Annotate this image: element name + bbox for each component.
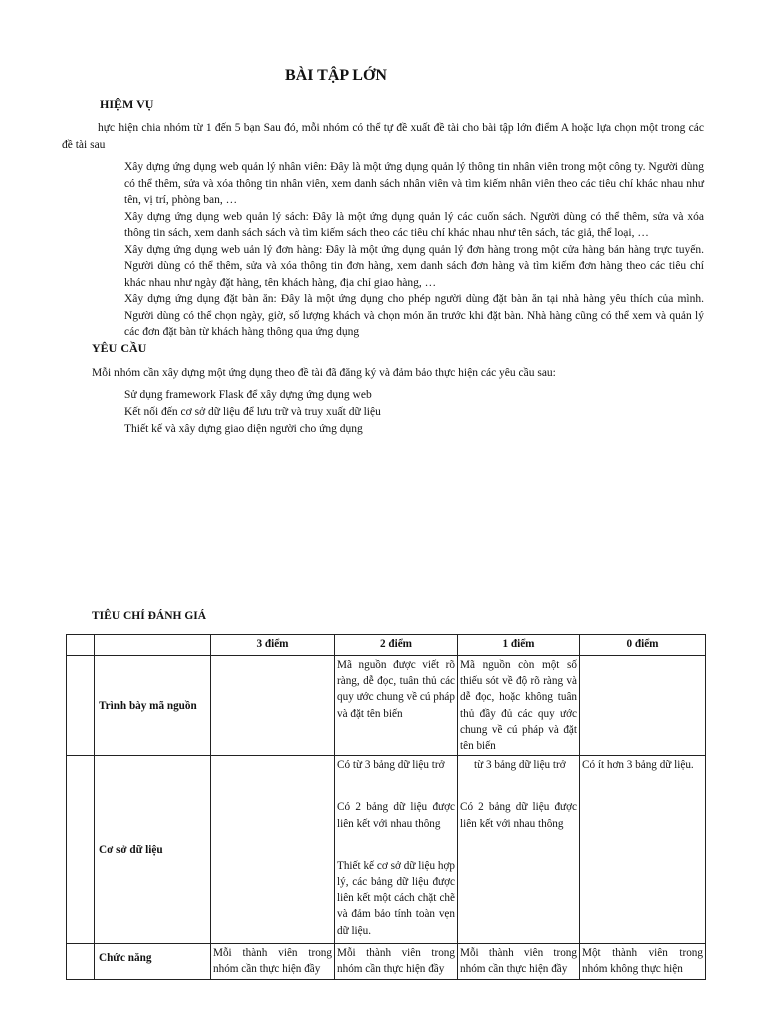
requirement-item: Kết nối đến cơ sở dữ liệu để lưu trữ và truy xuất dữ liệu <box>124 406 381 418</box>
cell-line: Có từ 3 bảng dữ liệu trở <box>337 759 445 772</box>
cell-line: Thiết kế cơ sở dữ liệu hợp lý, các bảng dữ liệu được liên kết một cách chặt chẽ và đảm bảo tính toàn vẹn dữ liệu. <box>337 859 455 937</box>
cell-line: từ 3 bảng dữ liệu trở <box>474 759 566 772</box>
header-cell: 2 điểm <box>335 635 458 656</box>
criterion-cell: Chức năng <box>95 944 211 979</box>
document-title: BÀI TẬP LỚN <box>285 67 387 84</box>
table-cell: Mỗi thành viên trong nhóm cần thực hiện đầy <box>335 944 458 979</box>
table-cell <box>458 756 580 944</box>
topic-item: Xây dựng ứng dụng web quản lý sách: Đây là một ứng dụng quản lý các cuốn sách. Người dùng có thể thêm, sửa và xóa thông tin sách, xem danh sách sách và tìm kiếm sách theo các tiêu chí khác nhau như tên sách, tác giả, thể loại, … <box>124 210 704 239</box>
section-heading-criteria: TIÊU CHÍ ĐÁNH GIÁ <box>92 610 207 622</box>
table-cell <box>580 656 706 756</box>
table-cell <box>335 756 458 944</box>
tasks-intro: hực hiện chia nhóm từ 1 đến 5 bạn Sau đó, mỗi nhóm có thể tự đề xuất đề tài cho bài tập lớn điểm A hoặc lựa chọn một trong các đề tài sau <box>62 122 704 151</box>
table-cell <box>211 656 335 756</box>
table-cell <box>67 756 95 944</box>
cell-line: Có 2 bảng dữ liệu được liên kết với nhau thông <box>460 801 577 830</box>
requirement-item: Thiết kế và xây dựng giao diện người cho ứng dụng <box>124 423 363 435</box>
table-cell <box>67 656 95 756</box>
criterion-cell: Trình bày mã nguồn <box>95 656 211 756</box>
section-heading-requirements: YÊU CẦU <box>92 341 147 355</box>
header-cell: 3 điểm <box>211 635 335 656</box>
table-header-row <box>67 635 706 656</box>
table-cell: Một thành viên trong nhóm không thực hiện <box>580 944 706 979</box>
section-heading-tasks: HIỆM VỤ <box>100 97 154 111</box>
requirement-list <box>124 387 524 438</box>
table-cell: Mã nguồn còn một số thiếu sót về độ rõ ràng và dễ đọc, hoặc không tuân thủ đầy đủ các quy ước chung về cú pháp và đặt tên biến <box>458 656 580 756</box>
topic-item: Xây dựng ứng dụng web uản lý đơn hàng: Đây là một ứng dụng quản lý đơn hàng trong một cửa hàng bán hàng trực tuyến. Người dùng có thể thêm, sửa và xóa thông tin đơn hàng, xem danh sách đơn hàng và tìm kiếm đơn hàng theo các tiêu chí khác nhau như ngày đặt hàng, tên khách hàng, địa chỉ giao hàng, … <box>124 243 704 289</box>
table-cell: Mỗi thành viên trong nhóm cần thực hiện đầy <box>211 944 335 979</box>
requirements-intro: Mỗi nhóm cần xây dựng một ứng dụng theo đề tài đã đăng ký và đảm bảo thực hiện các yêu cầu sau: <box>92 367 556 379</box>
topic-list <box>124 159 704 341</box>
criteria-table <box>66 634 706 980</box>
cell-line: Có 2 bảng dữ liệu được liên kết với nhau thông <box>337 801 455 830</box>
header-cell: 1 điểm <box>458 635 580 656</box>
table-row <box>67 944 706 979</box>
requirement-item: Sử dụng framework Flask để xây dựng ứng dụng web <box>124 389 372 401</box>
criterion-cell: Cơ sở dữ liệu <box>95 756 211 944</box>
topic-item: Xây dựng ứng dụng đặt bàn ăn: Đây là một ứng dụng cho phép người dùng đặt bàn ăn tại nhà hàng yêu thích của mình. Người dùng có thể chọn ngày, giờ, số lượng khách và chọn món ăn trước khi đặt bàn. Nhà hàng cũng có thể xem và quản lý các đơn đặt bàn từ khách hàng thông qua ứng dụng <box>124 293 704 338</box>
header-cell <box>95 635 211 656</box>
table-cell: Có ít hơn 3 bảng dữ liệu. <box>580 756 706 944</box>
table-cell: Mỗi thành viên trong nhóm cần thực hiện đầy <box>458 944 580 979</box>
header-cell <box>67 635 95 656</box>
table-row <box>67 756 706 944</box>
table-row <box>67 656 706 756</box>
table-cell <box>67 944 95 979</box>
header-cell: 0 điểm <box>580 635 706 656</box>
topic-item: Xây dựng ứng dụng web quản lý nhân viên: Đây là một ứng dụng quản lý thông tin nhân viên trong một công ty. Người dùng có thể thêm, sửa và xóa thông tin nhân viên, xem danh sách nhân viên và tìm kiếm nhân viên theo các tiêu chí khác nhau như tên, vị trí, phòng ban, … <box>124 161 704 206</box>
table-cell: Mã nguồn được viết rõ ràng, dễ đọc, tuân thủ các quy ước chung về cú pháp và đặt tên biến <box>335 656 458 756</box>
table-cell <box>211 756 335 944</box>
